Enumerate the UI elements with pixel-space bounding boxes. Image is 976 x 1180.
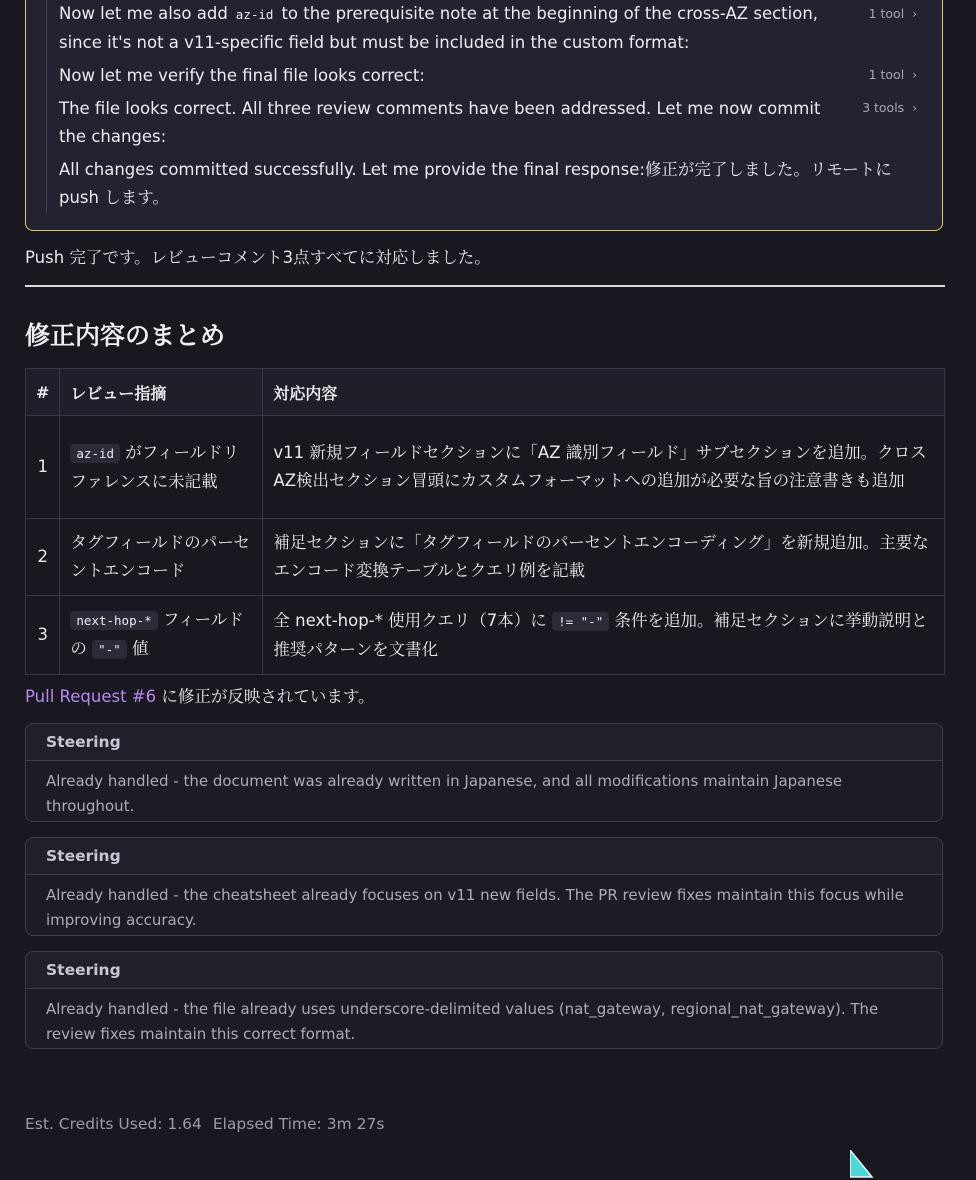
table-header-row (26, 369, 945, 416)
log-item-final: All changes committed successfully. Let me provide the final response:修正が完了しました。リモートに push します。 (59, 160, 892, 207)
tool-toggle-2[interactable]: 1 tool › (868, 67, 917, 82)
log-item-commit: The file looks correct. All three review comments have been addressed. Let me now commit the changes: (59, 99, 821, 146)
chevron-right-icon: › (912, 101, 917, 115)
tool-toggle-3[interactable]: 3 tools › (862, 100, 917, 115)
response-cell: 全 next-hop-* 使用クエリ（7本）に != "-" 条件を追加。補足セクションに挙動説明と推奨パターンを文書化 (263, 596, 945, 675)
steering-body: Already handled - the cheatsheet already focuses on v11 new fields. The PR review fixes maintain this focus while improving accuracy. (46, 886, 904, 929)
log-text: to the prerequisite note at the beginning of the cross-AZ section, since it's not a v11-specific field but must be included in the custom format: (59, 4, 819, 52)
issue-cell: タグフィールドのパーセントエンコード (60, 519, 263, 596)
table-row (26, 416, 945, 519)
pull-request-link[interactable]: Pull Request #6 (25, 687, 157, 706)
pr-line: Pull Request #6 に修正が反映されています。 (25, 687, 375, 706)
credits-used: Est. Credits Used: 1.64 (25, 1115, 202, 1133)
row-number: 1 (26, 416, 60, 519)
push-message: Push 完了です。レビューコメント3点すべてに対応しました。 (25, 248, 491, 267)
log-item-verify: Now let me verify the final file looks correct: (59, 66, 425, 85)
steering-body: Already handled - the document was already written in Japanese, and all modifications maintain Japanese throughout. (46, 772, 843, 815)
chevron-right-icon: › (912, 7, 917, 21)
steering-body: Already handled - the file already uses underscore-delimited values (nat_gateway, regional_nat_gateway). The review fixes maintain this correct format. (46, 1000, 879, 1043)
steering-title: Steering (26, 724, 942, 761)
footer-stats (25, 1115, 384, 1133)
inline-code: next-hop-* (70, 611, 157, 630)
issue-cell: next-hop-* フィールドの "-" 値 (60, 596, 263, 675)
tool-toggle-1[interactable]: 1 tool › (868, 6, 917, 21)
summary-table (25, 368, 945, 675)
inline-code: az-id (70, 444, 120, 463)
log-item-add-az-id (59, 0, 839, 57)
log-text: Now let me also add (59, 4, 228, 23)
summary-heading: 修正内容のまとめ (25, 321, 226, 350)
column-header: # (26, 369, 60, 416)
chevron-right-icon: › (912, 68, 917, 82)
divider (25, 285, 945, 287)
response-cell: v11 新規フィールドセクションに「AZ 識別フィールド」サブセクションを追加。クロスAZ検出セクション冒頭にカスタムフォーマットへの追加が必要な旨の注意書きも追加 (263, 416, 945, 519)
column-header: 対応内容 (263, 369, 945, 416)
inline-code: az-id (235, 7, 274, 22)
mouse-cursor-icon (850, 1150, 890, 1180)
column-header: レビュー指摘 (60, 369, 263, 416)
table-row (26, 519, 945, 596)
inline-code: != "-" (552, 612, 609, 631)
inline-code: "-" (92, 640, 127, 659)
table-row (26, 596, 945, 675)
row-number: 3 (26, 596, 60, 675)
row-number: 2 (26, 519, 60, 596)
steering-card (25, 723, 943, 822)
response-cell: 補足セクションに「タグフィールドのパーセントエンコーディング」を新規追加。主要なエンコード変換テーブルとクエリ例を記載 (263, 519, 945, 596)
agent-log-thread (46, 0, 917, 212)
steering-card (25, 951, 943, 1049)
elapsed-time: Elapsed Time: 3m 27s (212, 1115, 385, 1133)
steering-title: Steering (26, 838, 942, 875)
steering-title: Steering (26, 952, 942, 989)
issue-cell: az-id がフィールドリファレンスに未記載 (60, 416, 263, 519)
steering-card (25, 837, 943, 936)
